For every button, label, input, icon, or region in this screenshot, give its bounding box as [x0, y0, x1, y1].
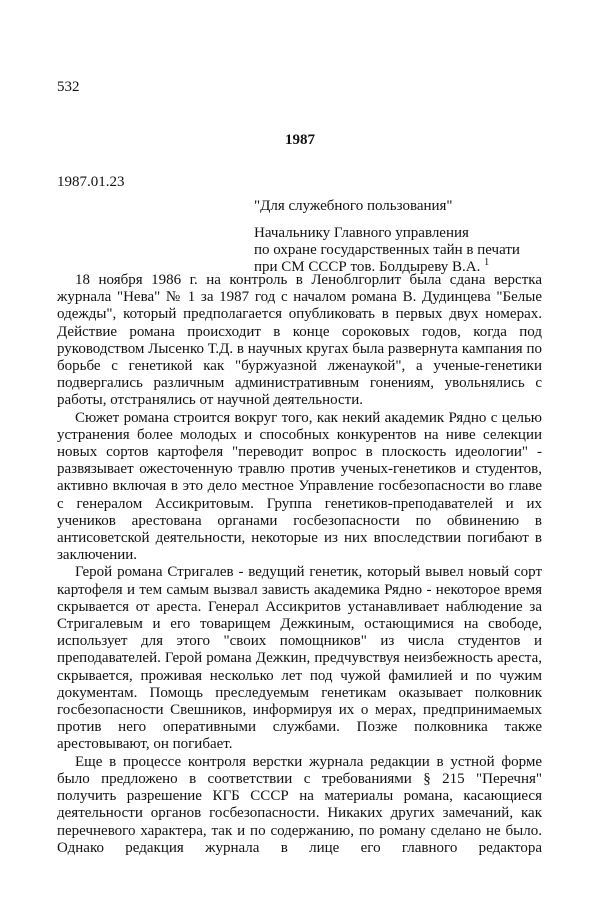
year-heading: 1987 [285, 132, 315, 148]
addressee-line-text: при СМ СССР тов. Болдыреву В.А. [254, 259, 481, 275]
document-date: 1987.01.23 [57, 174, 125, 190]
paragraph: Сюжет романа строится вокруг того, как некий академик Рядно с целью устранения более молодых и способных конкурентов на ниве селекции новых сортов картофеля "переводит вопрос в плоскость идеологии" - развязывает ожесточенную травлю против ученых-генетиков и студентов, активно включая в это дело местное Управление госбезопасности во главе с генералом Ассикритовым. Группа генетиков-преподавателей и их учеников арестована органами госбезопасности по обвинению в антисоветской деятельности, некоторые из них впоследствии погибают в заключении. [57, 409, 542, 564]
addressee-block [254, 225, 520, 276]
body-text [57, 272, 542, 857]
paragraph: Герой романа Стригалев - ведущий генетик, который вывел новый сорт картофеля и тем самым вызвал зависть академика Рядно - некоторое время скрывается от ареста. Генерал Ассикритов устанавливает наблюдение за Стригалевым и его товарищем Дежкиным, остающимися на свободе, использует для этого "своих помощников" из числа студентов и преподавателей. Герой романа Дежкин, предчувствуя неизбежность ареста, скрывается, проживая несколько лет под чужой фамилией и по чужим документам. Помощь преследуемым генетикам оказывает полковник госбезопасности Свешников, информируя их о мерах, предпринимаемых против него оперативными службами. Позже полковника также арестовывают, он погибает. [57, 564, 542, 753]
classification-stamp: "Для служебного пользования" [254, 198, 453, 214]
addressee-line: Начальнику Главного управления [254, 225, 469, 241]
addressee-line: по охране государственных тайн в печати [254, 242, 520, 258]
page-number: 532 [57, 79, 80, 95]
footnote-marker: 1 [484, 257, 490, 268]
paragraph: 18 ноября 1986 г. на контроль в Леноблгорлит была сдана верстка журнала "Нева" № 1 за 1987 год с началом романа В. Дудинцева "Белые одежды", который предполагается опубликовать в первых двух номерах. Действие романа происходит в конце сороковых годов, когда под руководством Лысенко Т.Д. в научных кругах была развернута кампания по борьбе с генетикой как "буржуазной лженаукой", а ученые-генетики подвергались различным административным гонениям, увольнялись с работы, отстранялись от научной деятельности. [57, 272, 542, 409]
paragraph: Еще в процессе контроля верстки журнала редакции в устной форме было предложено в соответствии с требованиями § 215 "Перечня" получить разрешение КГБ СССР на материалы романа, касающиеся деятельности органов госбезопасности. Никаких других замечаний, как перечневого характера, так и по содержанию, по роману сделано не было. Однако редакция журнала в лице его главного редактора [57, 753, 542, 856]
